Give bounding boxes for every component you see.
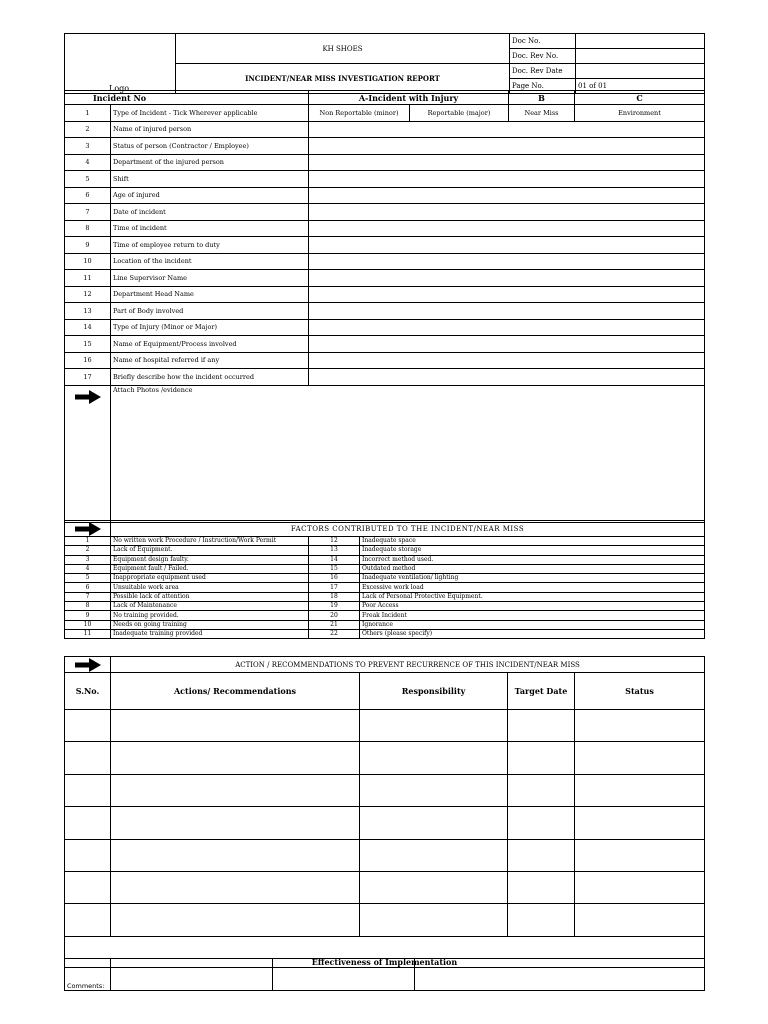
detail-row xyxy=(65,286,705,303)
action-row xyxy=(65,774,705,806)
responsibility-header: Responsibility xyxy=(360,673,508,710)
row-number: 8 xyxy=(65,220,111,237)
factor-number: 21 xyxy=(309,620,360,629)
row-label: Type of Incident - Tick Wherever applicable xyxy=(111,105,309,122)
comments-table xyxy=(64,958,705,991)
right-arrow-icon xyxy=(75,522,101,536)
action-cell[interactable] xyxy=(111,871,360,903)
detail-row xyxy=(65,319,705,336)
factor-label[interactable]: Poor Access xyxy=(360,602,705,611)
factor-label[interactable]: Inappropriate equipment used xyxy=(111,574,309,583)
status-cell[interactable] xyxy=(575,871,705,903)
doc-no-value[interactable] xyxy=(576,34,705,49)
attach-arrow-cell xyxy=(65,385,111,522)
action-cell[interactable] xyxy=(111,839,360,871)
row-label: Briefly describe how the incident occurred xyxy=(111,369,309,386)
row-value-field[interactable] xyxy=(309,303,705,320)
row-label: Line Supervisor Name xyxy=(111,270,309,287)
detail-row xyxy=(65,352,705,369)
action-cell[interactable] xyxy=(111,710,360,742)
factor-number: 7 xyxy=(65,592,111,601)
row-value-field[interactable] xyxy=(309,204,705,221)
status-cell[interactable] xyxy=(575,904,705,936)
actions-arrow-cell xyxy=(65,657,111,673)
comments-label: Comments: xyxy=(65,959,111,991)
factor-label[interactable]: Equipment design faulty. xyxy=(111,555,309,564)
action-cell[interactable] xyxy=(111,774,360,806)
factor-number: 10 xyxy=(65,620,111,629)
detail-row xyxy=(65,336,705,353)
row-number: 12 xyxy=(65,286,111,303)
factor-row xyxy=(65,629,705,638)
row-number: 5 xyxy=(65,171,111,188)
detail-row xyxy=(65,369,705,386)
factors-table xyxy=(64,520,705,639)
factor-number: 22 xyxy=(309,629,360,638)
detail-row xyxy=(65,237,705,254)
factor-row xyxy=(65,592,705,601)
doc-rev-date-label: Doc. Rev Date xyxy=(510,64,576,79)
comments-field[interactable] xyxy=(273,959,415,991)
sno-cell[interactable] xyxy=(65,904,111,936)
target-date-cell[interactable] xyxy=(508,774,575,806)
target-date-cell[interactable] xyxy=(508,904,575,936)
factor-number: 3 xyxy=(65,555,111,564)
row-label: Department of the injured person xyxy=(111,154,309,171)
factor-row xyxy=(65,611,705,620)
row-number: 2 xyxy=(65,121,111,138)
factor-label[interactable]: Lack of Maintenance xyxy=(111,602,309,611)
factor-label[interactable]: Incorrect method used. xyxy=(360,555,705,564)
status-cell[interactable] xyxy=(575,710,705,742)
factor-number: 8 xyxy=(65,602,111,611)
factor-label[interactable]: Inadequate ventilation/ lighting xyxy=(360,574,705,583)
sno-cell[interactable] xyxy=(65,774,111,806)
row-number: 10 xyxy=(65,253,111,270)
incident-no-label: Incident No xyxy=(65,91,309,105)
action-row xyxy=(65,742,705,774)
factor-number: 14 xyxy=(309,555,360,564)
status-cell[interactable] xyxy=(575,774,705,806)
sno-cell[interactable] xyxy=(65,871,111,903)
row-value-field[interactable] xyxy=(309,121,705,138)
factor-row xyxy=(65,583,705,592)
row-label: Time of incident xyxy=(111,220,309,237)
option-reportable[interactable]: Reportable (major) xyxy=(410,105,509,122)
actions-title: ACTION / RECOMMENDATIONS TO PREVENT RECURRENCE OF THIS INCIDENT/NEAR MISS xyxy=(111,657,705,673)
status-header: Status xyxy=(575,673,705,710)
right-arrow-icon xyxy=(75,658,101,672)
factor-number: 1 xyxy=(65,537,111,546)
row-number: 11 xyxy=(65,270,111,287)
factor-number: 2 xyxy=(65,546,111,555)
row-number: 15 xyxy=(65,336,111,353)
target-date-header: Target Date xyxy=(508,673,575,710)
factor-row xyxy=(65,602,705,611)
sno-cell[interactable] xyxy=(65,742,111,774)
row-label: Name of injured person xyxy=(111,121,309,138)
factor-number: 4 xyxy=(65,564,111,573)
factor-row xyxy=(65,564,705,573)
detail-row xyxy=(65,187,705,204)
sno-cell[interactable] xyxy=(65,839,111,871)
factor-label[interactable]: Lack of Personal Protective Equipment. xyxy=(360,592,705,601)
factor-number: 12 xyxy=(309,537,360,546)
target-date-cell[interactable] xyxy=(508,710,575,742)
sno-cell[interactable] xyxy=(65,807,111,839)
factor-number: 9 xyxy=(65,611,111,620)
factor-row xyxy=(65,546,705,555)
factor-number: 5 xyxy=(65,574,111,583)
row-number: 16 xyxy=(65,352,111,369)
factor-row xyxy=(65,620,705,629)
factor-row xyxy=(65,537,705,546)
row-number: 4 xyxy=(65,154,111,171)
actions-header: Actions/ Recommendations xyxy=(111,673,360,710)
row-value-field[interactable] xyxy=(309,187,705,204)
factor-label[interactable]: Others (please specify) xyxy=(360,629,705,638)
detail-row xyxy=(65,171,705,188)
sno-cell[interactable] xyxy=(65,710,111,742)
action-row xyxy=(65,871,705,903)
factor-label[interactable]: Needs on going training xyxy=(111,620,309,629)
status-cell[interactable] xyxy=(575,839,705,871)
option-environment[interactable]: Environment xyxy=(575,105,705,122)
factors-arrow-cell xyxy=(65,521,111,537)
factor-label[interactable]: Outdated method xyxy=(360,564,705,573)
row-label: Age of injured xyxy=(111,187,309,204)
row-value-field[interactable] xyxy=(309,369,705,386)
detail-row xyxy=(65,204,705,221)
action-row xyxy=(65,839,705,871)
detail-row xyxy=(65,154,705,171)
target-date-cell[interactable] xyxy=(508,839,575,871)
row-number: 3 xyxy=(65,138,111,155)
right-arrow-icon xyxy=(75,390,101,404)
status-cell[interactable] xyxy=(575,742,705,774)
responsibility-cell[interactable] xyxy=(360,774,508,806)
row-label: Location of the incident xyxy=(111,253,309,270)
action-cell[interactable] xyxy=(111,807,360,839)
row-label: Time of employee return to duty xyxy=(111,237,309,254)
factor-label[interactable]: Inadequate storage xyxy=(360,546,705,555)
row-value-field[interactable] xyxy=(309,220,705,237)
action-row xyxy=(65,807,705,839)
row-value-field[interactable] xyxy=(309,352,705,369)
detail-row xyxy=(65,220,705,237)
option-non-reportable[interactable]: Non Reportable (minor) xyxy=(309,105,410,122)
option-near-miss[interactable]: Near Miss xyxy=(509,105,575,122)
target-date-cell[interactable] xyxy=(508,742,575,774)
factor-label[interactable]: Inadequate space xyxy=(360,537,705,546)
company-name: KH SHOES xyxy=(176,34,510,64)
row-value-field[interactable] xyxy=(309,286,705,303)
factor-row xyxy=(65,574,705,583)
category-c-header: C xyxy=(575,91,705,105)
attach-photos-area[interactable]: Attach Photos /evidence xyxy=(111,385,705,522)
factor-number: 18 xyxy=(309,592,360,601)
row-label: Department Head Name xyxy=(111,286,309,303)
factor-number: 19 xyxy=(309,602,360,611)
row-label: Date of incident xyxy=(111,204,309,221)
factor-number: 17 xyxy=(309,583,360,592)
row-number: 6 xyxy=(65,187,111,204)
row-number: 13 xyxy=(65,303,111,320)
action-cell[interactable] xyxy=(111,904,360,936)
factor-label[interactable]: Unsuitable work area xyxy=(111,583,309,592)
actions-table xyxy=(64,656,705,968)
factor-row xyxy=(65,555,705,564)
row-label: Shift xyxy=(111,171,309,188)
incident-details-table xyxy=(64,90,705,523)
row-number: 7 xyxy=(65,204,111,221)
comments-field[interactable] xyxy=(111,959,273,991)
doc-no-label: Doc No. xyxy=(510,34,576,49)
doc-rev-no-value[interactable] xyxy=(576,49,705,64)
factor-label[interactable]: Excessive work load xyxy=(360,583,705,592)
category-b-header: B xyxy=(509,91,575,105)
factor-number: 11 xyxy=(65,629,111,638)
row-value-field[interactable] xyxy=(309,319,705,336)
row-label: Part of Body involved xyxy=(111,303,309,320)
factor-label[interactable]: Equipment fault / Failed. xyxy=(111,564,309,573)
factor-number: 15 xyxy=(309,564,360,573)
action-row xyxy=(65,710,705,742)
row-value-field[interactable] xyxy=(309,336,705,353)
row-label: Name of Equipment/Process involved xyxy=(111,336,309,353)
doc-rev-date-value[interactable] xyxy=(576,64,705,79)
row-value-field[interactable] xyxy=(309,270,705,287)
row-value-field[interactable] xyxy=(309,138,705,155)
factor-label[interactable]: Possible lack of attention xyxy=(111,592,309,601)
factor-number: 16 xyxy=(309,574,360,583)
factor-label[interactable]: No training provided. xyxy=(111,611,309,620)
factor-label[interactable]: No written work Procedure / Instruction/Work Permit xyxy=(111,537,309,546)
category-a-header: A-Incident with Injury xyxy=(309,91,509,105)
factor-label[interactable]: Lack of Equipment. xyxy=(111,546,309,555)
factor-label[interactable]: Ignorance xyxy=(360,620,705,629)
logo-placeholder: Logo xyxy=(65,34,176,94)
page-no-value: 01 of 01 xyxy=(576,79,705,94)
row-value-field[interactable] xyxy=(309,154,705,171)
detail-row xyxy=(65,138,705,155)
responsibility-cell[interactable] xyxy=(360,839,508,871)
target-date-cell[interactable] xyxy=(508,807,575,839)
sno-header: S.No. xyxy=(65,673,111,710)
responsibility-cell[interactable] xyxy=(360,710,508,742)
row-number: 17 xyxy=(65,369,111,386)
doc-rev-no-label: Doc. Rev No. xyxy=(510,49,576,64)
detail-row xyxy=(65,253,705,270)
factor-label[interactable]: Inadequate training provided xyxy=(111,629,309,638)
row-number: 9 xyxy=(65,237,111,254)
row-label: Type of Injury (Minor or Major) xyxy=(111,319,309,336)
page-no-label: Page No. xyxy=(510,79,576,94)
target-date-cell[interactable] xyxy=(508,871,575,903)
factor-label[interactable]: Freak Incident xyxy=(360,611,705,620)
status-cell[interactable] xyxy=(575,807,705,839)
action-row xyxy=(65,904,705,936)
factors-title: FACTORS CONTRIBUTED TO THE INCIDENT/NEAR MISS xyxy=(111,521,705,537)
responsibility-cell[interactable] xyxy=(360,742,508,774)
row-number: 14 xyxy=(65,319,111,336)
detail-row xyxy=(65,303,705,320)
factor-number: 20 xyxy=(309,611,360,620)
factor-number: 6 xyxy=(65,583,111,592)
responsibility-cell[interactable] xyxy=(360,904,508,936)
row-value-field[interactable] xyxy=(309,237,705,254)
row-label: Status of person (Contractor / Employee) xyxy=(111,138,309,155)
detail-row xyxy=(65,270,705,287)
detail-row xyxy=(65,121,705,138)
row-number: 1 xyxy=(65,105,111,122)
comments-field[interactable] xyxy=(415,959,705,991)
effectiveness-label: Effectiveness of Implementation xyxy=(65,936,705,967)
row-value-field[interactable] xyxy=(309,253,705,270)
action-cell[interactable] xyxy=(111,742,360,774)
responsibility-cell[interactable] xyxy=(360,871,508,903)
responsibility-cell[interactable] xyxy=(360,807,508,839)
report-header xyxy=(64,33,705,94)
row-value-field[interactable] xyxy=(309,171,705,188)
factor-number: 13 xyxy=(309,546,360,555)
report-title: INCIDENT/NEAR MISS INVESTIGATION REPORT xyxy=(176,64,510,94)
row-label: Name of hospital referred if any xyxy=(111,352,309,369)
